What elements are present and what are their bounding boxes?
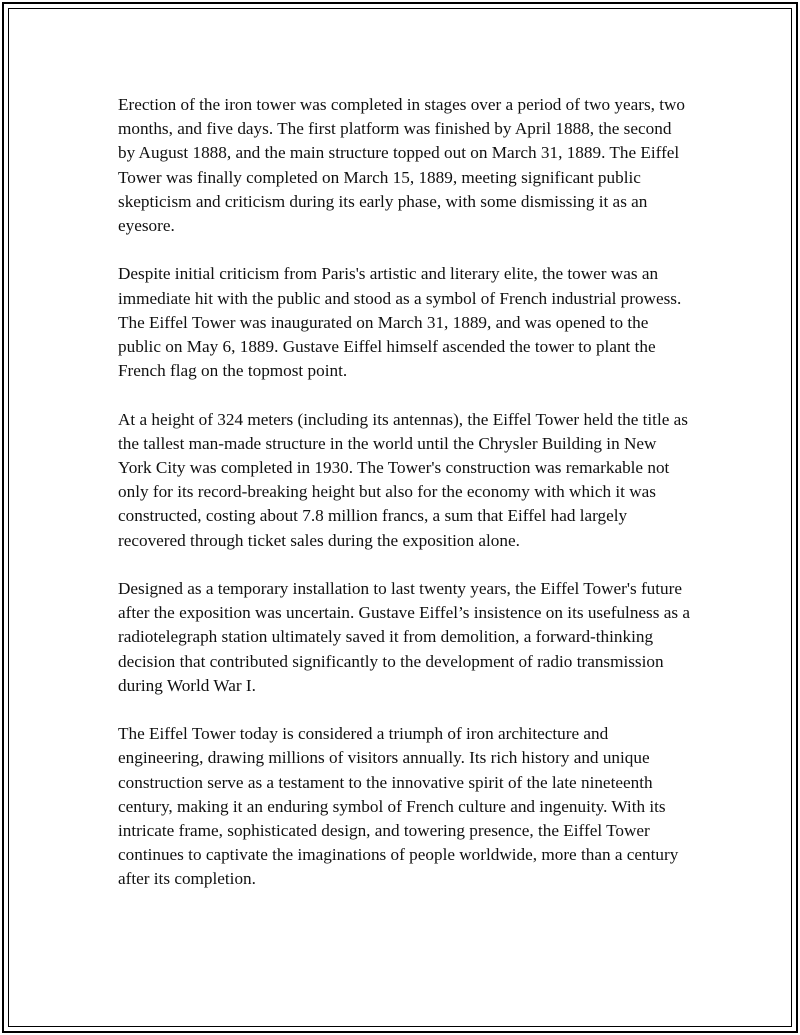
document-body <box>118 93 690 892</box>
paragraph-legacy: The Eiffel Tower today is considered a triumph of iron architecture and engineering, drawing millions of visitors annually. Its rich history and unique construction serve as a testament to the innovative spirit of the late nineteenth century, making it an enduring symbol of French culture and ingenuity. With its intricate frame, sophisticated design, and towering presence, the Eiffel Tower continues to captivate the imaginations of people worldwide, more than a century after its completion. <box>118 724 679 889</box>
paragraph-construction-timeline: Erection of the iron tower was completed in stages over a period of two years, two months, and five days. The first platform was finished by April 1888, the second by August 1888, and the main structure topped out on March 31, 1889. The Eiffel Tower was finally completed on March 15, 1889, meeting significant public skepticism and criticism during its early phase, with some dismissing it as an eyesore. <box>118 95 686 236</box>
paragraph-height-and-cost: At a height of 324 meters (including its antennas), the Eiffel Tower held the title as the tallest man-made structure in the world until the Chrysler Building in New York City was completed in 1930. The Tower's construction was remarkable not only for its record-breaking height but also for the economy with which it was constructed, costing about 7.8 million francs, a sum that Eiffel had largely recovered through ticket sales during the exposition alone. <box>118 409 688 550</box>
paragraph-public-reception: Despite initial criticism from Paris's artistic and literary elite, the tower was an immediate hit with the public and stood as a symbol of French industrial prowess. The Eiffel Tower was inaugurated on March 31, 1889, and was opened to the public on May 6, 1889. Gustave Eiffel himself ascended the tower to plant the French flag on the topmost point. <box>118 264 682 381</box>
paragraph-preservation: Designed as a temporary installation to last twenty years, the Eiffel Tower's future after the exposition was uncertain. Gustave Eiffel’s insistence on its usefulness as a radiotelegraph station ultimately saved it from demolition, a forward-thinking decision that contributed significantly to the development of radio transmission during World War I. <box>118 579 690 695</box>
